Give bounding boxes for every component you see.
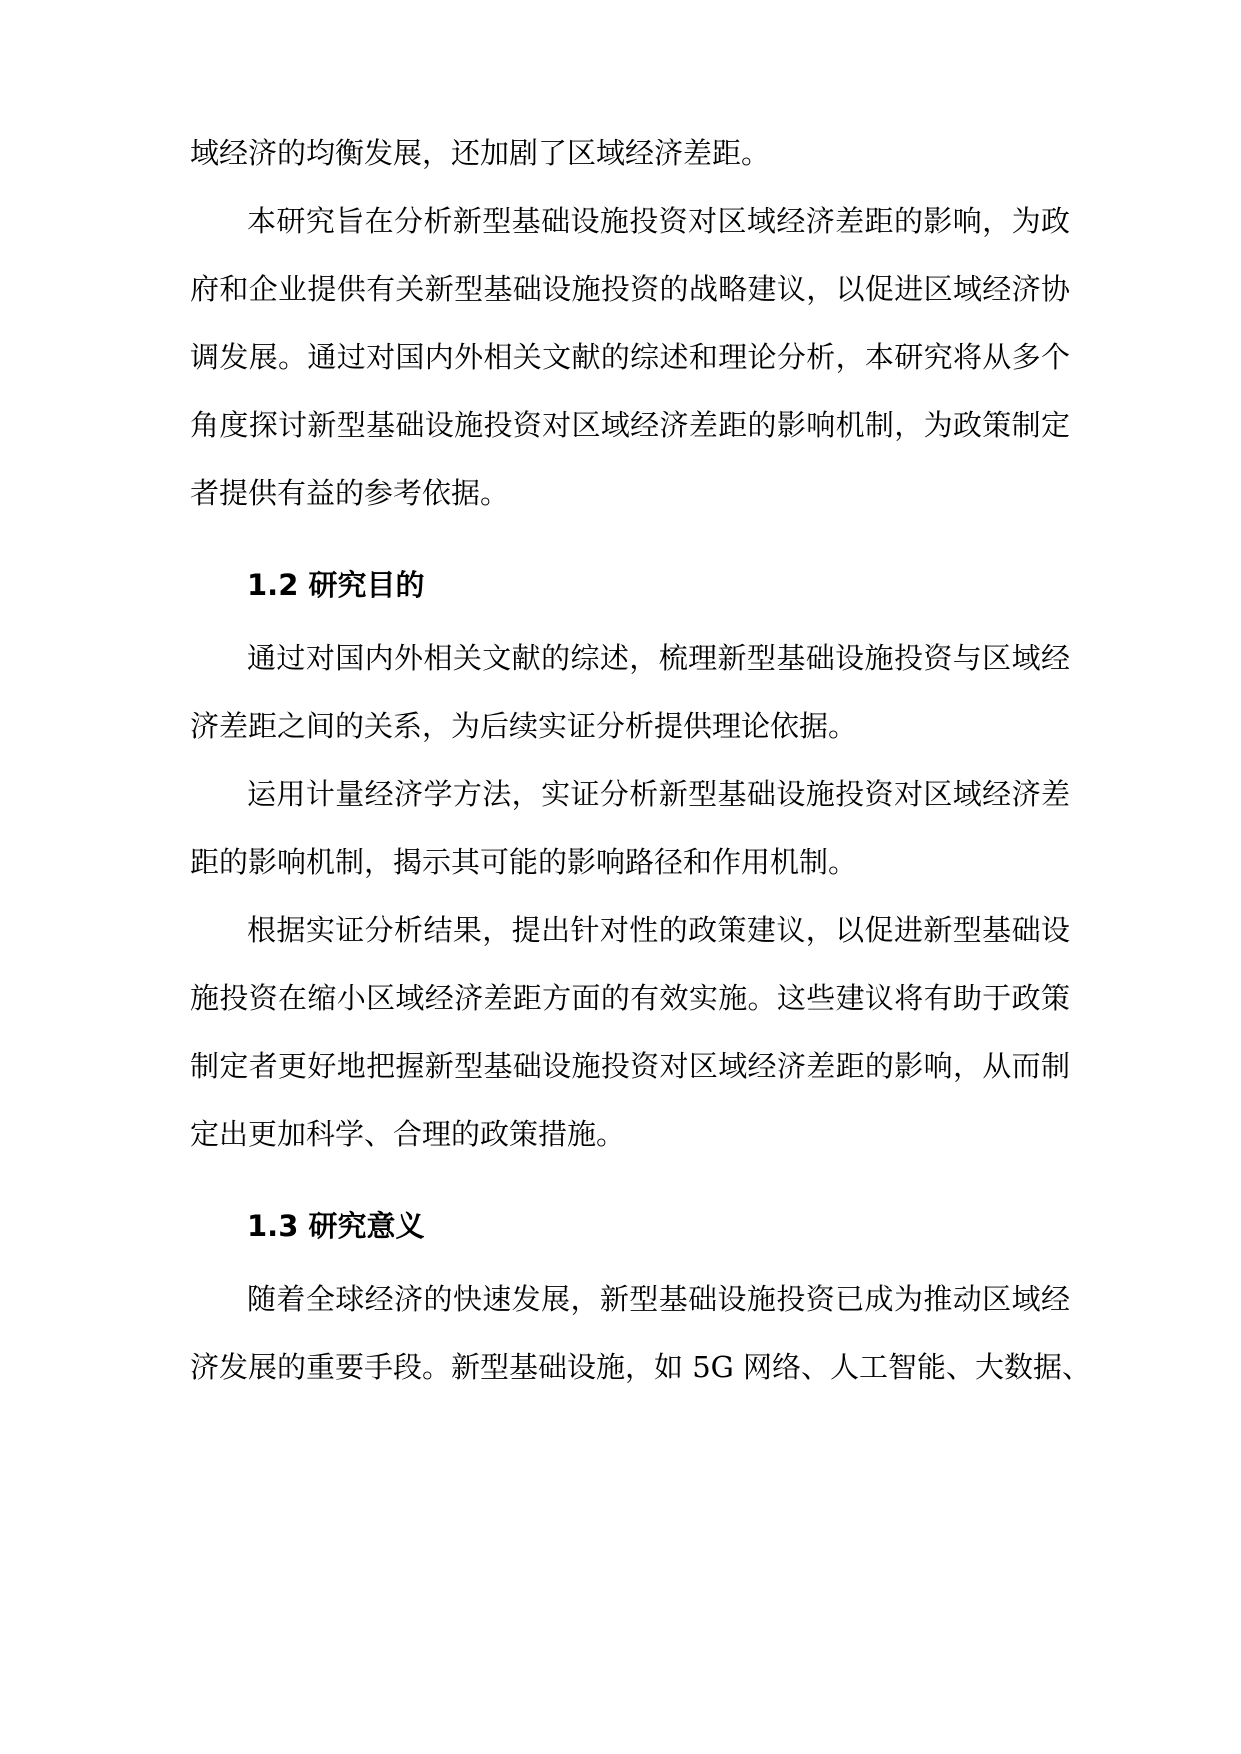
paragraph-line: 域经济的均衡发展，还加剧了区域经济差距。 bbox=[190, 136, 771, 170]
section-heading-1-2: 1.2 研究目的 bbox=[247, 568, 425, 602]
paragraph-line: 距的影响机制，揭示其可能的影响路径和作用机制。 bbox=[190, 845, 858, 879]
paragraph-line: 制定者更好地把握新型基础设施投资对区域经济差距的影响，从而制 bbox=[190, 1049, 1070, 1083]
paragraph-line: 者提供有益的参考依据。 bbox=[190, 476, 510, 510]
paragraph-line: 调发展。通过对国内外相关文献的综述和理论分析，本研究将从多个 bbox=[190, 340, 1070, 374]
paragraph-line: 府和企业提供有关新型基础设施投资的战略建议，以促进区域经济协 bbox=[190, 272, 1070, 306]
paragraph-line: 通过对国内外相关文献的综述，梳理新型基础设施投资与区域经 bbox=[247, 641, 1070, 675]
paragraph-line: 济发展的重要手段。新型基础设施，如 5G 网络、人工智能、大数据、 bbox=[190, 1350, 1092, 1384]
paragraph-line: 根据实证分析结果，提出针对性的政策建议，以促进新型基础设 bbox=[247, 913, 1070, 947]
paragraph-line: 角度探讨新型基础设施投资对区域经济差距的影响机制，为政策制定 bbox=[190, 408, 1070, 442]
paragraph-line: 济差距之间的关系，为后续实证分析提供理论依据。 bbox=[190, 709, 858, 743]
paragraph-line: 本研究旨在分析新型基础设施投资对区域经济差距的影响，为政 bbox=[247, 204, 1070, 238]
paragraph-line: 运用计量经济学方法，实证分析新型基础设施投资对区域经济差 bbox=[247, 777, 1070, 811]
section-heading-1-3: 1.3 研究意义 bbox=[247, 1209, 425, 1243]
paragraph-line: 随着全球经济的快速发展，新型基础设施投资已成为推动区域经 bbox=[247, 1282, 1070, 1316]
paragraph-line: 施投资在缩小区域经济差距方面的有效实施。这些建议将有助于政策 bbox=[190, 981, 1070, 1015]
paragraph-line: 定出更加科学、合理的政策措施。 bbox=[190, 1117, 626, 1151]
